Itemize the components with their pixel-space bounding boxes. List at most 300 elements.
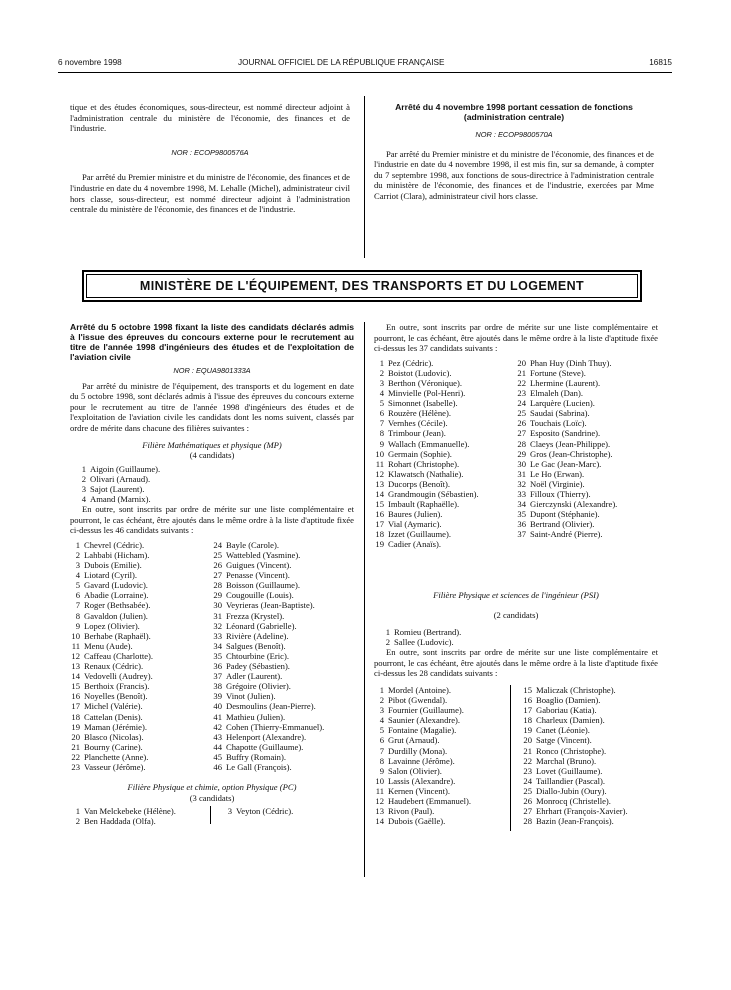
candidate-name: Salgues (Benoît). — [226, 640, 286, 651]
list-item — [510, 529, 617, 539]
rank-number: 9 — [75, 620, 80, 631]
candidate-name: Léonard (Gabrielle). — [226, 620, 297, 631]
list-item — [516, 735, 628, 745]
rank-number: 22 — [71, 751, 80, 762]
candidate-name: Bazin (Jean-François). — [536, 816, 614, 827]
candidate-name: Pez (Cédric). — [388, 357, 434, 368]
list-item — [510, 408, 617, 418]
candidate-name: Taillandier (Pascal). — [536, 775, 606, 786]
candidate-name: Diallo-Jubin (Oury). — [536, 785, 607, 796]
list-item — [206, 671, 324, 681]
candidate-name: Pibot (Gwendal). — [388, 695, 448, 706]
candidate-name: Boistot (Ludovic). — [388, 367, 452, 378]
rank-number: 6 — [75, 590, 80, 601]
candidate-name: Izzet (Guillaume). — [388, 529, 451, 540]
rank-number: 4 — [81, 494, 86, 505]
list-item — [516, 685, 628, 695]
list-item — [516, 705, 628, 715]
candidate-name: Berthoix (Francis). — [84, 681, 150, 692]
nor-reference: NOR : EQUA9801333A — [173, 366, 251, 375]
rank-number: 9 — [379, 765, 384, 776]
list-item — [510, 449, 617, 459]
rank-number: 17 — [71, 701, 80, 712]
rank-number: 14 — [71, 671, 80, 682]
list-item — [206, 631, 324, 641]
rank-number: 23 — [71, 761, 80, 772]
rank-number: 24 — [517, 398, 526, 409]
rank-number: 18 — [523, 715, 532, 726]
rank-number: 36 — [517, 519, 526, 530]
candidate-name: Lovet (Guillaume). — [536, 765, 603, 776]
list-item — [64, 732, 153, 742]
candidate-name: Maman (Jérémie). — [84, 721, 147, 732]
candidate-name: Chtourbine (Eric). — [226, 650, 290, 661]
list-item — [516, 715, 628, 725]
list-item — [516, 756, 628, 766]
list-item — [206, 590, 324, 600]
candidate-name: Lopez (Olivier). — [84, 620, 140, 631]
candidate-name: Fournier (Guillaume). — [388, 705, 464, 716]
supplementary-list — [374, 685, 658, 835]
list-item — [64, 762, 153, 772]
rank-number: 24 — [213, 539, 222, 550]
list-item — [206, 732, 324, 742]
list-item — [70, 474, 354, 484]
candidate-name: Gros (Jean-Christophe). — [530, 448, 613, 459]
list-item — [64, 806, 176, 816]
list-item — [374, 637, 658, 647]
candidate-name: Fortune (Steve). — [530, 367, 586, 378]
candidate-name: Penasse (Vincent). — [226, 570, 290, 581]
rank-number: 34 — [213, 640, 222, 651]
list-item — [516, 725, 628, 735]
list-item — [368, 735, 471, 745]
page-header — [58, 58, 672, 70]
rank-number: 12 — [375, 468, 384, 479]
list-item — [368, 469, 479, 479]
rank-number: 21 — [71, 741, 80, 752]
list-item — [64, 580, 153, 590]
list-item — [516, 816, 628, 826]
candidate-name: Larquère (Lucien). — [530, 398, 595, 409]
list-item — [368, 685, 471, 695]
rank-number: 2 — [379, 695, 384, 706]
list-item — [206, 742, 324, 752]
list-item — [368, 408, 479, 418]
rank-number: 33 — [213, 630, 222, 641]
list-item — [206, 570, 324, 580]
rank-number: 15 — [523, 684, 532, 695]
candidate-name: Salon (Olivier). — [388, 765, 442, 776]
decree-intro: Par arrêté du ministre de l'équipement, des transports et du logement en date du 5 octobre 1998, sont déclarés admis à l'issue des épreuves du concours externe pour le recrutement au titre de l'année 1998 d'ingénieurs des études et de l'exploitation de l'aviation civile les candidats dont les noms suivent, classés par ordre de mérite dans chacune des filières suivantes : — [70, 380, 354, 433]
rank-number: 25 — [517, 408, 526, 419]
list-item — [206, 661, 324, 671]
rank-number: 8 — [75, 610, 80, 621]
rank-number: 2 — [81, 473, 86, 484]
candidate-name: Maliczak (Christophe). — [536, 684, 616, 695]
list-item — [64, 752, 153, 762]
rank-number: 25 — [523, 785, 532, 796]
candidate-name: Frezza (Krystel). — [226, 610, 285, 621]
candidate-name: Boisson (Guillaume). — [226, 580, 300, 591]
candidate-name: Touchais (Loïc). — [530, 418, 587, 429]
candidate-name: Veyrieras (Jean-Baptiste). — [226, 600, 315, 611]
rank-number: 2 — [379, 367, 384, 378]
list-item — [368, 378, 479, 388]
candidate-name: Minvielle (Pol-Henri). — [388, 388, 466, 399]
rank-number: 14 — [375, 816, 384, 827]
candidate-name: Kernen (Vincent). — [388, 785, 450, 796]
candidate-name: Vinot (Julien). — [226, 691, 276, 702]
rank-number: 27 — [517, 428, 526, 439]
rank-number: 38 — [213, 681, 222, 692]
continued-paragraph: tique et des études économiques, sous-directeur, est nommé directeur adjoint à l'administration centrale du ministère de l'économie, des finances et de l'industrie. — [70, 102, 350, 134]
section-count-mp: (4 candidats) — [189, 450, 235, 461]
candidate-name: Trimbour (Jean). — [388, 428, 446, 439]
supplementary-list — [70, 540, 354, 776]
candidate-name: Haudebert (Emmanuel). — [388, 795, 472, 806]
candidate-name: Rivon (Paul). — [388, 806, 435, 817]
candidate-name: Blasco (Nicolas). — [84, 731, 144, 742]
header-rule — [58, 72, 672, 73]
list-item — [368, 529, 479, 539]
list-item — [368, 816, 471, 826]
candidate-name: Bourny (Carine). — [84, 741, 143, 752]
list-item — [510, 459, 617, 469]
candidate-name: Menu (Aude). — [84, 640, 133, 651]
candidate-name: Mordel (Antoine). — [388, 684, 452, 695]
rank-number: 11 — [71, 640, 80, 651]
list-item — [206, 641, 324, 651]
main-right-column — [374, 322, 658, 835]
supplementary-paragraph: En outre, sont inscrits par ordre de mérite sur une liste complémentaire et pourront, le cas échéant, être ajoutés dans le même ordre à la liste d'aptitude fixée ci-dessus les 46 candidats suivants : — [70, 504, 354, 536]
list-item — [70, 464, 354, 474]
candidate-name: Phan Huy (Dinh Thuy). — [530, 357, 612, 368]
candidate-name: Dubois (Emilie). — [84, 560, 142, 571]
list-item — [368, 766, 471, 776]
rank-number: 43 — [213, 731, 222, 742]
list-item — [368, 539, 479, 549]
list-item — [70, 484, 354, 494]
candidate-name: Imbault (Raphaëlle). — [388, 499, 460, 510]
candidate-name: Ben Haddada (Olfa). — [84, 816, 156, 827]
rank-number: 16 — [375, 509, 384, 520]
candidate-name: Michel (Valérie). — [84, 701, 143, 712]
list-item — [510, 368, 617, 378]
list-item — [516, 746, 628, 756]
list-item — [64, 540, 153, 550]
rank-number: 2 — [75, 550, 80, 560]
candidate-name: Simonnet (Isabelle). — [388, 398, 458, 409]
list-item — [368, 776, 471, 786]
candidate-name: Canet (Léonie). — [536, 725, 590, 736]
rank-number: 22 — [517, 377, 526, 388]
candidate-name: Vernhes (Cécile). — [388, 418, 448, 429]
supplementary-paragraph: En outre, sont inscrits par ordre de mérite sur une liste complémentaire et pourront, le cas échéant, être ajoutés dans le même ordre à la liste d'aptitude fixée ci-dessus les 37 candidats suivants : — [374, 322, 658, 354]
rank-number: 36 — [213, 661, 222, 672]
list-item — [64, 631, 153, 641]
list-item — [516, 695, 628, 705]
candidate-name: Bayle (Carole). — [226, 539, 279, 550]
list-item — [374, 627, 658, 637]
rank-number: 37 — [517, 529, 526, 540]
candidate-name: Amand (Marnix). — [90, 494, 151, 505]
list-item — [368, 388, 479, 398]
candidate-name: Gierczynski (Alexandre). — [530, 499, 618, 510]
candidate-name: Rivière (Adeline). — [226, 630, 289, 641]
candidate-name: Le Gall (François). — [226, 761, 292, 772]
candidate-name: Vasseur (Jérôme). — [84, 761, 146, 772]
rank-number: 26 — [213, 560, 222, 571]
candidate-name: Boaglio (Damien). — [536, 695, 601, 706]
list-item — [206, 681, 324, 691]
rank-number: 3 — [75, 560, 80, 571]
candidate-name: Saint-André (Pierre). — [530, 529, 603, 540]
rank-number: 39 — [213, 691, 222, 702]
list-item — [70, 494, 354, 504]
list-item — [64, 651, 153, 661]
rank-number: 32 — [213, 620, 222, 631]
rank-number: 7 — [379, 745, 384, 756]
candidate-name: Helenport (Alexandre). — [226, 731, 307, 742]
list-item — [510, 378, 617, 388]
list-item — [368, 439, 479, 449]
candidate-name: Cohen (Thierry-Emmanuel). — [226, 721, 325, 732]
candidate-name: Cattelan (Denis). — [84, 711, 143, 722]
rank-number: 8 — [379, 428, 384, 439]
list-item — [64, 550, 153, 560]
rank-number: 5 — [379, 398, 384, 409]
rank-number: 4 — [75, 570, 80, 581]
rank-number: 8 — [379, 755, 384, 766]
list-item — [206, 712, 324, 722]
rank-number: 37 — [213, 671, 222, 682]
candidate-name: Cougouille (Louis). — [226, 590, 294, 601]
rank-number: 11 — [375, 785, 384, 796]
rank-number: 42 — [213, 721, 222, 732]
candidate-name: Gaboriau (Katia). — [536, 705, 597, 716]
candidate-name: Rouzère (Hélène). — [388, 408, 451, 419]
candidate-name: Vial (Aymaric). — [388, 519, 442, 530]
candidate-name: Adler (Laurent). — [226, 671, 283, 682]
main-left-column — [70, 322, 354, 830]
ministry-title: MINISTÈRE DE L'ÉQUIPEMENT, DES TRANSPORTS ET DU LOGEMENT — [139, 279, 585, 293]
rank-number: 19 — [375, 539, 384, 550]
candidate-name: Chapotte (Guillaume). — [226, 741, 304, 752]
list-item — [206, 701, 324, 711]
candidate-name: Gavaldon (Julien). — [84, 610, 148, 621]
rank-number: 25 — [213, 550, 222, 560]
list-item — [64, 816, 176, 826]
rank-number: 33 — [517, 489, 526, 499]
candidate-name: Satge (Vincent). — [536, 735, 592, 746]
list-item — [64, 681, 153, 691]
list-item — [368, 715, 471, 725]
candidate-name: Olivari (Arnaud). — [90, 473, 151, 484]
list-item — [510, 519, 617, 529]
list-item — [510, 499, 617, 509]
candidate-name: Grandmougin (Sébastien). — [388, 489, 479, 499]
rank-number: 18 — [375, 529, 384, 540]
rank-number: 27 — [523, 806, 532, 817]
candidate-name: Sajot (Laurent). — [90, 483, 145, 494]
rank-number: 17 — [523, 705, 532, 716]
section-count-psi: (2 candidats) — [493, 610, 539, 621]
candidate-name: Chevrel (Cédric). — [84, 539, 145, 550]
rank-number: 1 — [81, 463, 86, 474]
candidate-name: Klawatsch (Nathalie). — [388, 468, 464, 479]
list-item — [368, 368, 479, 378]
list-item — [516, 776, 628, 786]
rank-number: 19 — [523, 725, 532, 736]
rank-number: 26 — [517, 418, 526, 429]
list-item — [64, 590, 153, 600]
list-item — [368, 519, 479, 529]
candidate-name: Van Melckebeke (Hélène). — [84, 806, 176, 817]
rank-number: 6 — [379, 408, 384, 419]
top-right-column — [374, 102, 654, 202]
candidate-name: Lavainne (Jérôme). — [388, 755, 455, 766]
list-item — [64, 611, 153, 621]
rank-number: 30 — [213, 600, 222, 611]
ministry-banner — [82, 270, 642, 302]
candidate-name: Grut (Arnaud). — [388, 735, 440, 746]
rank-number: 29 — [517, 448, 526, 459]
candidate-name: Marchal (Bruno). — [536, 755, 597, 766]
list-item — [206, 550, 324, 560]
rank-number: 1 — [75, 806, 80, 817]
candidate-name: Guigues (Vincent). — [226, 560, 292, 571]
rank-number: 35 — [517, 509, 526, 520]
rank-number: 1 — [379, 684, 384, 695]
rank-number: 44 — [213, 741, 222, 752]
rank-number: 40 — [213, 701, 222, 712]
candidate-name: Lassis (Alexandre). — [388, 775, 456, 786]
candidate-name: Saudai (Sabrina). — [530, 408, 590, 419]
rank-number: 7 — [75, 600, 80, 611]
rank-number: 23 — [517, 388, 526, 399]
candidate-name: Noël (Virginie). — [530, 478, 585, 489]
list-item — [206, 691, 324, 701]
candidate-name: Wattebled (Yasmine). — [226, 550, 301, 560]
rank-number: 6 — [379, 735, 384, 746]
rank-number: 9 — [379, 438, 384, 449]
list-item — [510, 439, 617, 449]
supplementary-list — [374, 358, 658, 580]
candidate-list — [70, 806, 354, 830]
list-item — [516, 796, 628, 806]
list-item — [510, 358, 617, 368]
candidate-name: Dupont (Stéphanie). — [530, 509, 600, 520]
candidate-name: Noyelles (Benoît). — [84, 691, 148, 702]
list-item — [368, 509, 479, 519]
rank-number: 41 — [213, 711, 222, 722]
list-item — [510, 398, 617, 408]
list-item — [206, 651, 324, 661]
list-item — [516, 806, 628, 816]
rank-number: 10 — [71, 630, 80, 641]
decree-title: Arrêté du 4 novembre 1998 portant cessation de fonctions (administration centrale) — [395, 102, 633, 122]
rank-number: 3 — [379, 377, 384, 388]
rank-number: 24 — [523, 775, 532, 786]
rank-number: 15 — [71, 681, 80, 692]
rank-number: 17 — [375, 519, 384, 530]
candidate-name: Bertrand (Olivier). — [530, 519, 595, 530]
candidate-name: Berthon (Véronique). — [388, 377, 462, 388]
candidate-name: Ronco (Christophe). — [536, 745, 607, 756]
candidate-name: Ducorps (Benoît). — [388, 478, 451, 489]
list-item — [368, 479, 479, 489]
candidate-name: Durdilly (Mona). — [388, 745, 448, 756]
candidate-name: Dubois (Gaëlle). — [388, 816, 446, 827]
candidate-name: Berhabe (Raphaël). — [84, 630, 151, 641]
candidate-name: Saunier (Alexandre). — [388, 715, 461, 726]
candidate-name: Lahbabi (Hicham). — [84, 550, 150, 560]
candidate-name: Vedovelli (Audrey). — [84, 671, 153, 682]
candidate-name: Planchette (Anne). — [84, 751, 149, 762]
list-item — [206, 600, 324, 610]
list-item — [368, 725, 471, 735]
list-item — [206, 752, 324, 762]
rank-number: 1 — [75, 539, 80, 550]
rank-number: 20 — [71, 731, 80, 742]
rank-number: 45 — [213, 751, 222, 762]
candidate-name: Buffry (Romain). — [226, 751, 286, 762]
rank-number: 30 — [517, 458, 526, 469]
list-item — [368, 746, 471, 756]
candidate-name: Aigoin (Guillaume). — [90, 463, 161, 474]
list-item — [206, 722, 324, 732]
list-item — [368, 489, 479, 499]
rank-number: 3 — [379, 705, 384, 716]
decree-paragraph: Par arrêté du Premier ministre et du ministre de l'économie, des finances et de l'industrie en date du 4 novembre 1998, il est mis fin, sur sa demande, à compter du 7 septembre 1998, aux fonctions de sous-directrice à l'administration centrale du ministère de l'économie, des finances et de l'industrie, exercées par Mme Carriot (Clara), administrateur civil hors classe. — [374, 148, 654, 201]
candidate-name: Fontaine (Magalie). — [388, 725, 457, 736]
rank-number: 31 — [213, 610, 222, 621]
list-item — [206, 611, 324, 621]
rank-number: 1 — [379, 357, 384, 368]
list-item — [368, 796, 471, 806]
rank-number: 26 — [523, 795, 532, 806]
candidate-name: Abadie (Lorraine). — [84, 590, 149, 601]
candidate-name: Caffeau (Charlotte). — [84, 650, 154, 661]
rank-number: 23 — [523, 765, 532, 776]
rank-number: 12 — [375, 795, 384, 806]
candidate-name: Roger (Bethsabée). — [84, 600, 151, 611]
rank-number: 18 — [71, 711, 80, 722]
candidate-name: Lhermine (Laurent). — [530, 377, 601, 388]
rank-number: 3 — [81, 483, 86, 494]
section-count-pc: (3 candidats) — [189, 792, 235, 803]
list-item — [206, 560, 324, 570]
list-item — [368, 499, 479, 509]
list-item — [64, 661, 153, 671]
rank-number: 2 — [385, 637, 390, 648]
list-item — [368, 449, 479, 459]
rank-number: 32 — [517, 478, 526, 489]
list-item — [64, 701, 153, 711]
rank-number: 21 — [523, 745, 532, 756]
candidate-name: Desmoulins (Jean-Pierre). — [226, 701, 316, 712]
rank-number: 14 — [375, 489, 384, 499]
rank-number: 3 — [227, 806, 232, 817]
rank-number: 4 — [379, 715, 384, 726]
candidate-name: Monrocq (Christelle). — [536, 795, 611, 806]
rank-number: 11 — [375, 458, 384, 469]
list-item — [216, 806, 293, 816]
candidate-name: Le Ho (Erwan). — [530, 468, 585, 479]
candidate-name: Charleux (Damien). — [536, 715, 605, 726]
list-item — [64, 600, 153, 610]
